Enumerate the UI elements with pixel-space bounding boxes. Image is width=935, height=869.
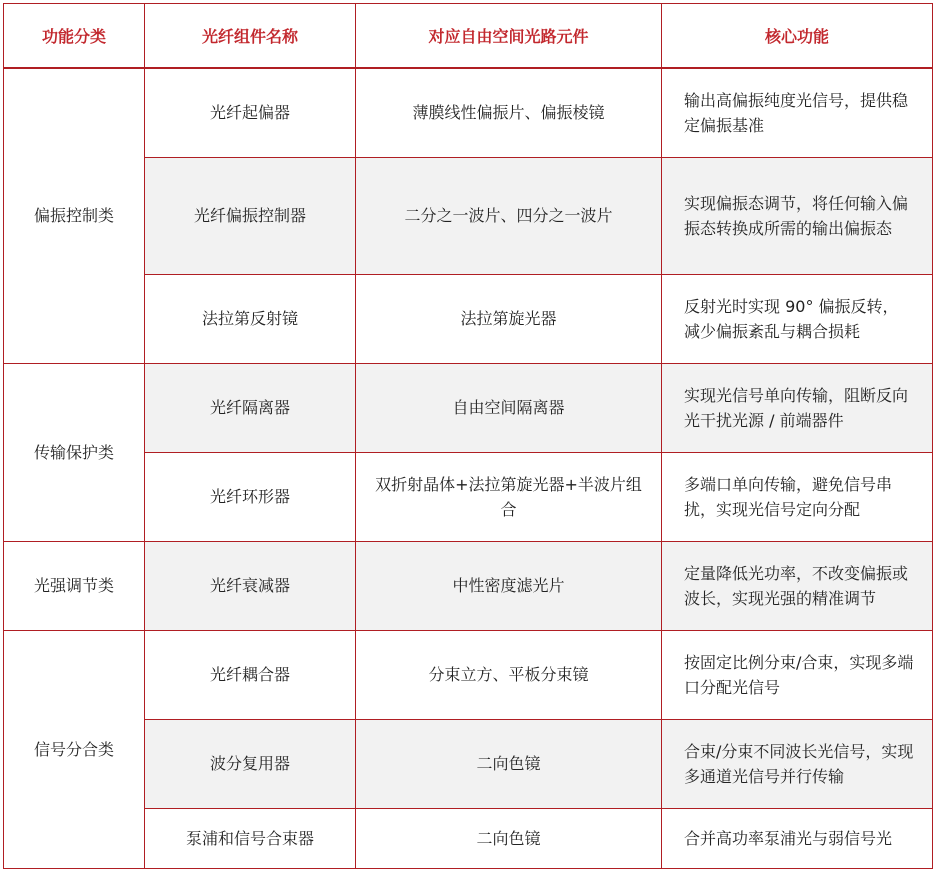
component-name-cell: 法拉第反射镜 — [145, 274, 356, 363]
free-space-cell: 法拉第旋光器 — [356, 274, 662, 363]
function-cell: 按固定比例分束/合束，实现多端口分配光信号 — [662, 630, 933, 719]
table-row — [4, 630, 933, 719]
header-free-space-element: 对应自由空间光路元件 — [356, 4, 662, 69]
free-space-cell: 二分之一波片、四分之一波片 — [356, 157, 662, 274]
category-cell: 光强调节类 — [4, 541, 145, 630]
free-space-cell: 二向色镜 — [356, 808, 662, 868]
free-space-cell: 薄膜线性偏振片、偏振棱镜 — [356, 68, 662, 157]
category-cell: 信号分合类 — [4, 630, 145, 868]
header-category: 功能分类 — [4, 4, 145, 69]
component-name-cell: 光纤耦合器 — [145, 630, 356, 719]
table-row — [4, 363, 933, 452]
free-space-cell: 分束立方、平板分束镜 — [356, 630, 662, 719]
header-core-function: 核心功能 — [662, 4, 933, 69]
free-space-cell: 中性密度滤光片 — [356, 541, 662, 630]
component-name-cell: 光纤环形器 — [145, 452, 356, 541]
component-name-cell: 泵浦和信号合束器 — [145, 808, 356, 868]
header-fiber-component: 光纤组件名称 — [145, 4, 356, 69]
free-space-cell: 自由空间隔离器 — [356, 363, 662, 452]
category-cell: 偏振控制类 — [4, 68, 145, 363]
header-row — [4, 4, 933, 69]
table-row — [4, 541, 933, 630]
component-table — [3, 3, 933, 869]
table-row — [4, 68, 933, 157]
component-name-cell: 光纤隔离器 — [145, 363, 356, 452]
component-name-cell: 波分复用器 — [145, 719, 356, 808]
function-cell: 定量降低光功率，不改变偏振或波长，实现光强的精准调节 — [662, 541, 933, 630]
free-space-cell: 二向色镜 — [356, 719, 662, 808]
function-cell: 合并高功率泵浦光与弱信号光 — [662, 808, 933, 868]
component-name-cell: 光纤衰减器 — [145, 541, 356, 630]
function-cell: 实现光信号单向传输，阻断反向光干扰光源 / 前端器件 — [662, 363, 933, 452]
function-cell: 合束/分束不同波长光信号，实现多通道光信号并行传输 — [662, 719, 933, 808]
function-cell: 实现偏振态调节，将任何输入偏振态转换成所需的输出偏振态 — [662, 157, 933, 274]
category-cell: 传输保护类 — [4, 363, 145, 541]
function-cell: 多端口单向传输，避免信号串扰，实现光信号定向分配 — [662, 452, 933, 541]
function-cell: 输出高偏振纯度光信号，提供稳定偏振基准 — [662, 68, 933, 157]
component-name-cell: 光纤偏振控制器 — [145, 157, 356, 274]
component-name-cell: 光纤起偏器 — [145, 68, 356, 157]
function-cell: 反射光时实现 90° 偏振反转，减少偏振紊乱与耦合损耗 — [662, 274, 933, 363]
free-space-cell: 双折射晶体+法拉第旋光器+半波片组合 — [356, 452, 662, 541]
